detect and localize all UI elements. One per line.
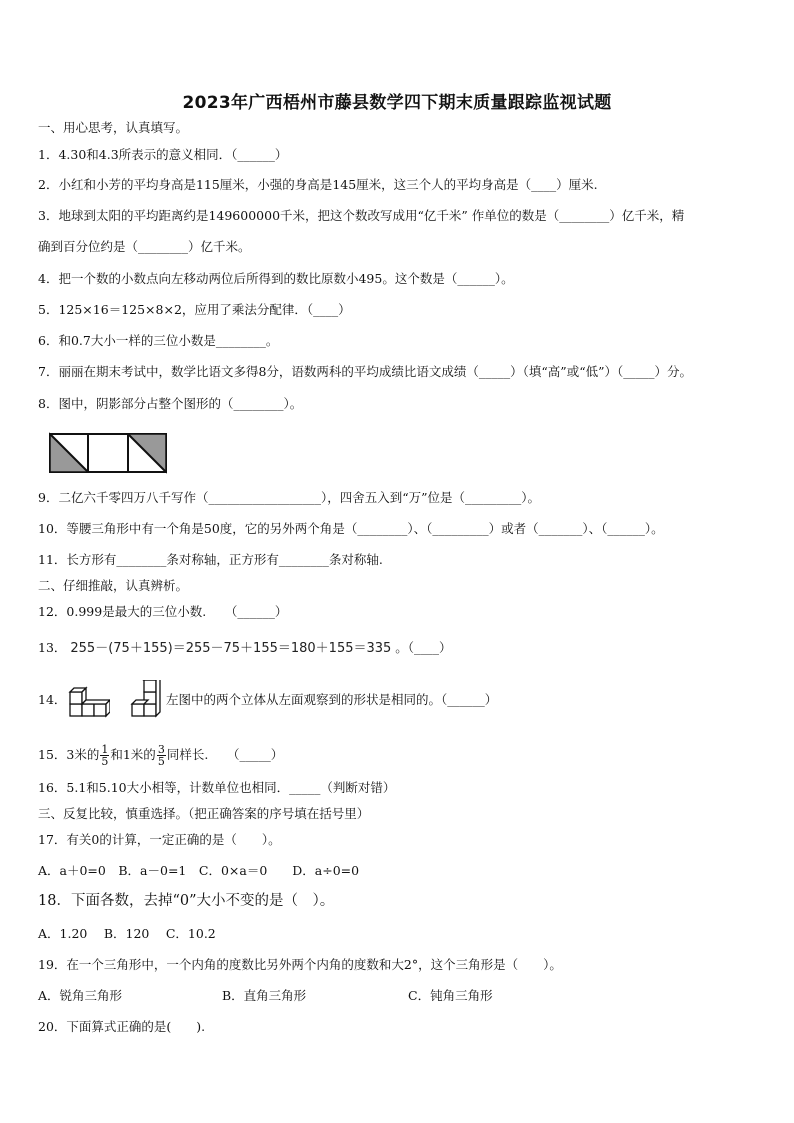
shaded-squares-figure xyxy=(48,432,170,474)
question-9: 9．二亿六千零四万八千写作（__________________），四舍五入到“万”位是（_________）。 xyxy=(38,490,540,505)
question-1: 1．4.30和4.3所表示的意义相同．（______） xyxy=(38,147,288,162)
question-15 xyxy=(38,744,283,767)
question-2: 2．小红和小芳的平均身高是115厘米，小强的身高是145厘米，这三个人的平均身高是（____）厘米. xyxy=(38,177,598,192)
question-8: 8．图中，阴影部分占整个图形的（________）。 xyxy=(38,396,303,411)
question-17: 17．有关0的计算，一定正确的是（ ）。 xyxy=(38,832,281,847)
question-15-part-a: 15．3米的 xyxy=(38,747,100,762)
question-11: 11．长方形有________条对称轴，正方形有________条对称轴. xyxy=(38,552,383,567)
section-heading-3: 三、反复比较，慎重选择。（把正确答案的序号填在括号里） xyxy=(38,806,370,821)
question-16: 16．5.1和5.10大小相等，计数单位也相同．_____（判断对错） xyxy=(38,780,396,795)
question-13-number: 13． xyxy=(38,640,67,655)
question-6: 6．和0.7大小一样的三位小数是________。 xyxy=(38,333,279,348)
question-15-part-b: 和1米的 xyxy=(110,747,156,762)
question-18: 18．下面各数，去掉“0”大小不变的是（ ）。 xyxy=(38,893,335,909)
fraction-three-fifths xyxy=(157,744,166,767)
section-heading-1: 一、用心思考，认真填写。 xyxy=(38,120,189,135)
question-7: 7．丽丽在期末考试中，数学比语文多得8分，语数两科的平均成绩比语文成绩（_____）（填“高”或“低”）（_____）分。 xyxy=(38,364,692,379)
cube-figure-left xyxy=(68,682,110,718)
question-17-options: A．a＋0=0 B．a－0=1 C．0×a＝0 D．a÷0=0 xyxy=(38,863,360,878)
question-13-expression: 255－(75＋155)＝255－75＋155＝180＋155＝335 xyxy=(70,641,392,656)
question-13 xyxy=(38,640,452,657)
question-19-option-a: A．锐角三角形 xyxy=(38,988,123,1003)
question-15-part-c: 同样长. （_____） xyxy=(166,747,284,762)
question-18-options: A．1.20 B．120 C．10.2 xyxy=(38,926,216,941)
square-2 xyxy=(88,434,128,472)
section-heading-2: 二、仔细推敲，认真辨析。 xyxy=(38,578,189,593)
question-3-line-1: 3．地球到太阳的平均距离约是149600000千米，把这个数改写成用“亿千米” 作单位的数是（________）亿千米，精 xyxy=(38,208,685,223)
page-title: 2023年广西梧州市藤县数学四下期末质量跟踪监视试题 xyxy=(182,93,612,113)
question-5: 5．125×16＝125×8×2，应用了乘法分配律．（____） xyxy=(38,302,351,317)
fraction-numerator: 3 xyxy=(157,743,165,756)
question-10: 10．等腰三角形中有一个角是50度，它的另外两个角是（________）、（_________）或者（_______）、（______）。 xyxy=(38,521,664,536)
question-14-text: 左图中的两个立体从左面观察到的形状是相同的。（______） xyxy=(166,692,498,707)
fraction-denominator: 5 xyxy=(157,755,165,768)
question-13-tail: 。（____） xyxy=(395,640,452,655)
question-12: 12．0.999是最大的三位小数. （______） xyxy=(38,604,288,619)
cube-figure-right xyxy=(130,680,170,718)
fraction-one-fifth xyxy=(100,744,109,767)
question-4: 4．把一个数的小数点向左移动两位后所得到的数比原数小495。这个数是（______）。 xyxy=(38,271,514,286)
fraction-numerator: 1 xyxy=(101,743,109,756)
question-19-option-c: C．钝角三角形 xyxy=(408,988,493,1003)
question-20: 20．下面算式正确的是( ). xyxy=(38,1019,206,1034)
question-19: 19．在一个三角形中，一个内角的度数比另外两个内角的度数和大2°，这个三角形是（ ）。 xyxy=(38,957,562,972)
fraction-denominator: 5 xyxy=(101,755,109,768)
question-3-line-2: 确到百分位约是（________）亿千米。 xyxy=(38,239,251,254)
question-14-number: 14． xyxy=(38,692,67,707)
question-19-option-b: B．直角三角形 xyxy=(222,988,307,1003)
